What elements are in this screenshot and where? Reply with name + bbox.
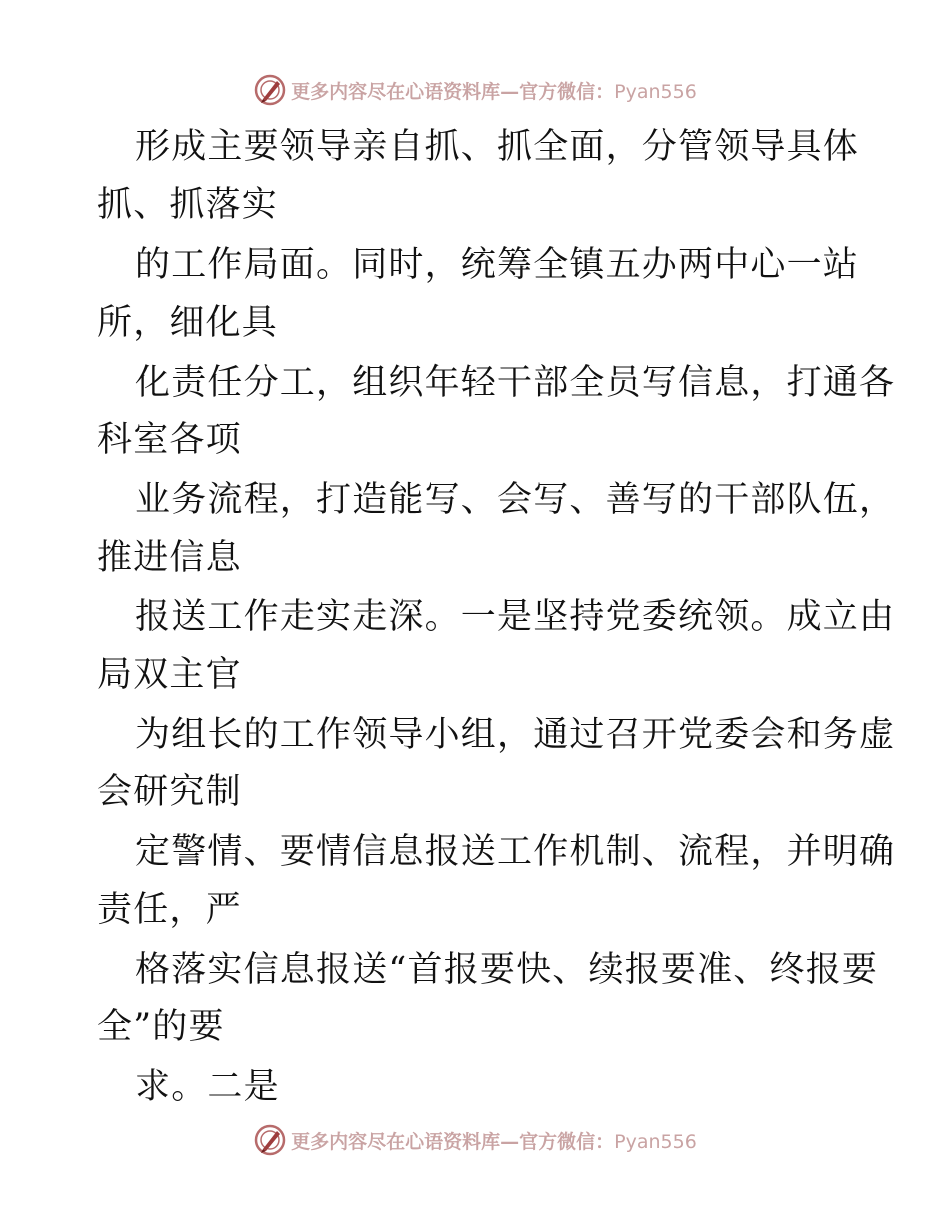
pen-seal-icon: [253, 1123, 287, 1157]
footer-watermark: [0, 1120, 950, 1160]
body-line: 推进信息: [97, 538, 242, 578]
watermark-id: Pyan556: [614, 1130, 697, 1153]
body-line: 局双主官: [97, 655, 242, 695]
body-line: 的工作局面。同时，统筹全镇五办两中心一站: [135, 245, 860, 285]
header-watermark: [0, 70, 950, 110]
body-line: 形成主要领导亲自抓、抓全面，分管领导具体: [135, 127, 860, 167]
body-line: 抓、抓落实: [97, 185, 279, 225]
watermark-text: 更多内容尽在心语资料库—官方微信：: [291, 80, 615, 103]
body-line: 全”的要: [97, 1007, 225, 1047]
watermark-id: Pyan556: [614, 80, 697, 103]
body-line: 化责任分工，组织年轻干部全员写信息，打通各: [135, 363, 896, 403]
body-line: 科室各项: [97, 420, 242, 460]
pen-seal-icon: [253, 73, 287, 107]
body-line: 业务流程，打造能写、会写、善写的干部队伍，: [135, 480, 896, 520]
body-line: 责任，严: [97, 890, 242, 930]
watermark-text: 更多内容尽在心语资料库—官方微信：: [291, 1130, 615, 1153]
body-line: 为组长的工作领导小组，通过召开党委会和务虚: [135, 715, 896, 755]
body-line: 格落实信息报送“首报要快、续报要准、终报要: [135, 950, 879, 990]
body-line: 定警情、要情信息报送工作机制、流程，并明确: [135, 832, 896, 872]
body-line: 所，细化具: [97, 303, 279, 343]
body-line: 会研究制: [97, 772, 242, 812]
body-line: 求。二是: [135, 1067, 280, 1107]
body-line: 报送工作走实走深。一是坚持党委统领。成立由: [135, 597, 896, 637]
